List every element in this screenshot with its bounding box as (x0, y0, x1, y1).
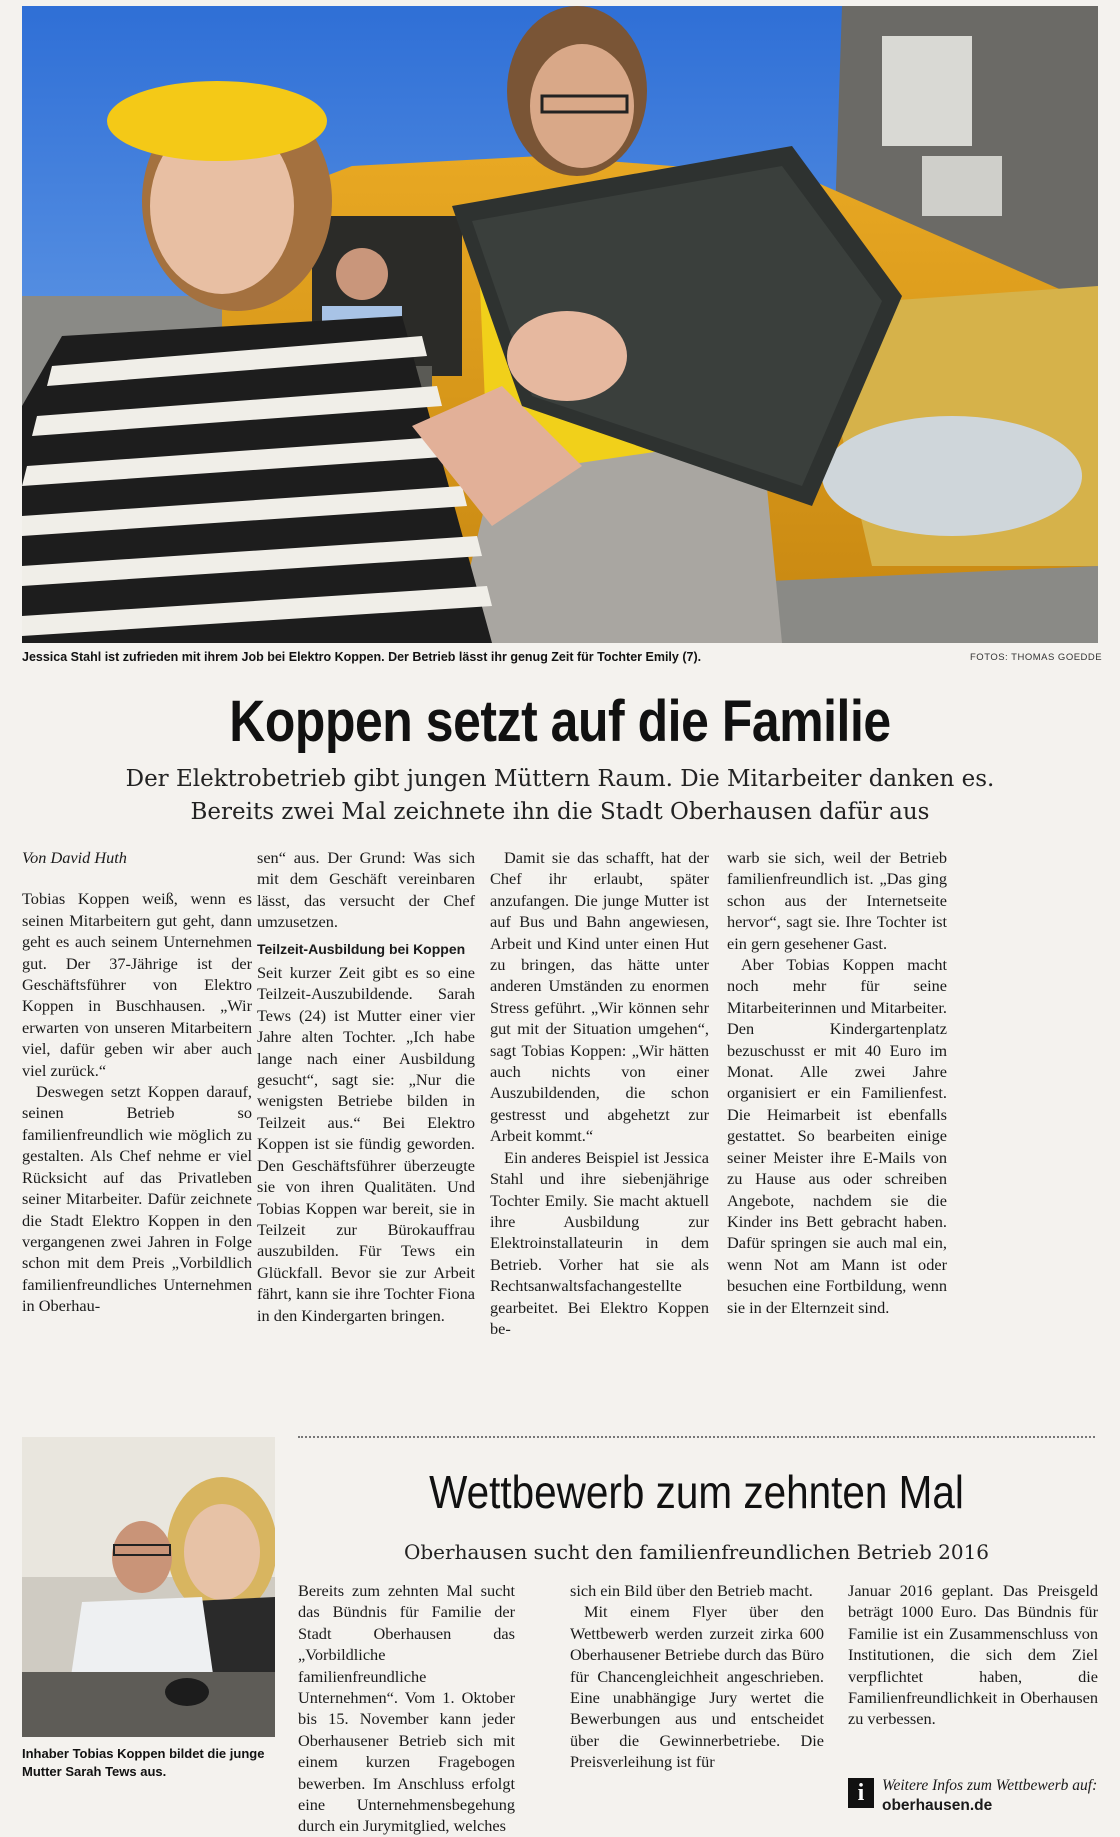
article2-column-2 (570, 1580, 824, 1773)
info-link[interactable]: oberhausen.de (882, 1797, 993, 1814)
section-subtitle: Teilzeit-Ausbildung bei Koppen (257, 940, 466, 957)
article2-column-3 (848, 1580, 1098, 1730)
info-text (882, 1776, 1098, 1816)
small-photo (22, 1437, 275, 1737)
article-paragraph: Deswegen setzt Koppen darauf, seinen Betrieb so familienfreundlich wie möglich zu gestalten. Als Chef nehme er viel Rücksicht auf das Privatleben seiner Mitarbeiter. Dafür zeichnete die Stadt Elektro Koppen in den vergangenen zwei Jahren in Folge schon mit dem Preis „Vorbildlich familienfreundliches Unternehmen in Oberhau- (22, 1082, 252, 1316)
article-paragraph: sich ein Bild über den Betrieb macht. (570, 1581, 813, 1600)
article-paragraph: Januar 2016 geplant. Das Preisgeld beträgt 1000 Euro. Das Bündnis für Familie ist ein Zusammenschluss von Institutionen, die sich dem Ziel verpflichtet haben, die Familienfreundlichkeit in Oberhausen zu verbessen. (848, 1581, 1098, 1729)
section-divider (298, 1436, 1095, 1438)
main-photo (22, 6, 1098, 643)
photo-credit: FOTOS: THOMAS GOEDDE (970, 652, 1103, 663)
info-label: Weitere Infos zum Wettbewerb auf: (882, 1777, 1098, 1794)
article-paragraph: warb sie sich, weil der Betrieb familienfreundlich ist. „Das ging schon aus der Internetseite hervor“, sagt sie. Ihre Tochter ist ein gern gesehener Gast. (727, 848, 947, 953)
main-photo-caption: Jessica Stahl ist zufrieden mit ihrem Job bei Elektro Koppen. Der Betrieb lässt ihr genug Zeit für Tochter Emily (7). (22, 650, 702, 664)
byline: Von David Huth (22, 848, 127, 867)
article-paragraph: Bereits zum zehnten Mal sucht das Bündnis für Familie der Stadt Oberhausen das „Vorbildliche familienfreundliche Unternehmen“. Vom 1. Oktober bis 15. November kann jeder Oberhausener Betrieb sich mit einem kurzen Fragebogen bewerben. Im Anschluss erfolgt eine Unternehmensbegehung durch ein Jurymitglied, welches (298, 1581, 515, 1836)
article-paragraph: Ein anderes Beispiel ist Jessica Stahl und ihre siebenjährige Tochter Emily. Sie macht aktuell ihre Ausbildung zur Elektroinstallateurin in dem Betrieb. Vorher hat sie als Rechtsanwaltsfachangestellte gearbeitet. Bei Elektro Koppen be- (490, 1147, 709, 1338)
article-column-4 (727, 847, 947, 1318)
article-paragraph: Aber Tobias Koppen macht noch mehr für seine Mitarbeiterinnen und Mitarbeiter. Den Kindergartenplatz bezuschusst er mit 40 Euro im Monat. Alle zwei Jahre organisiert er ein Familienfest. Die Heimarbeit ist ebenfalls gestattet. So bearbeiten einige seiner Meister ihre E-Mails von zu Hause aus oder schreiben Angebote, nachdem sie die Kinder ins Bett gebracht haben. Dafür springen sie auch mal ein, wenn Not am Mann ist oder besuchen eine Fortbildung, wenn sie in der Elternzeit sind. (727, 955, 947, 1317)
headline: Koppen setzt auf die Familie (229, 689, 891, 754)
subhead-line-1: Der Elektrobetrieb gibt jungen Müttern Raum. Die Mitarbeiter danken es. (125, 766, 995, 792)
headline-2: Wettbewerb zum zehnten Mal (429, 1466, 964, 1518)
small-photo-caption: Inhaber Tobias Koppen bildet die junge Mutter Sarah Tews aus. (22, 1746, 265, 1779)
article-paragraph: sen“ aus. Der Grund: Was sich mit dem Geschäft vereinbaren lässt, das versucht der Chef umzusetzen. (257, 848, 475, 932)
article-column-3 (490, 847, 709, 1339)
article-paragraph: Damit sie das schafft, hat der Chef ihr erlaubt, später anzufangen. Die junge Mutter ist auf Bus und Bahn angewiesen, Arbeit und Kind unter einen Hut zu bringen, das hätte unter anderen Umständen zu enormen Stress geführt. „Wir können sehr gut mit der Situation umgehen“, sagt Tobias Koppen: „Wir hätten auch nichts von einer Auszubildenden, die schon gestresst und abgehetzt zur Arbeit kommt.“ (490, 848, 709, 1146)
article-paragraph: Tobias Koppen weiß, wenn es seinen Mitarbeitern gut geht, dann geht es auch seinem Unternehmen gut. Der 37-Jährige ist der Geschäftsführer von Elektro Koppen in Buschhausen. „Wir erwarten von unseren Mitarbeitern viel, dafür geben wir aber auch viel zurück.“ (22, 889, 252, 1080)
article-paragraph: Seit kurzer Zeit gibt es so eine Teilzeit-Auszubildende. Sarah Tews (24) ist Mutter einer vier Jahre alten Tochter. „Ich habe lange nach einer Ausbildung gesucht“, sagt sie: „Nur die wenigsten Betriebe bilden in Teilzeit aus.“ Bei Elektro Koppen ist sie fündig geworden. Den Geschäftsführer überzeugte sie von ihren Qualitäten. Und Tobias Koppen war bereit, sie in Teilzeit zur Bürokauffrau auszubilden. Für Tews ein Glückfall. Bevor sie zur Arbeit fährt, kann sie ihre Tochter Fiona in den Kindergarten bringen. (257, 963, 475, 1325)
article-column-1 (22, 847, 252, 1317)
subhead-2: Oberhausen sucht den familienfreundlichen Betrieb 2016 (403, 1540, 990, 1564)
article-paragraph: Mit einem Flyer über den Wettbewerb werden zurzeit zirka 600 Oberhausener Betriebe durch das Büro für Chancengleichheit angeschrieben. Eine unabhängige Jury wertet die Bewerbungen aus und entscheidet über die Gewinnerbetriebe. Die Preisverleihung ist für (570, 1602, 824, 1772)
info-icon: i (848, 1778, 874, 1808)
article2-column-1 (298, 1580, 515, 1837)
info-box (848, 1776, 1098, 1816)
subhead-line-2: Bereits zwei Mal zeichnete ihn die Stadt Oberhausen dafür aus (190, 799, 930, 825)
article-column-2 (257, 847, 475, 1326)
